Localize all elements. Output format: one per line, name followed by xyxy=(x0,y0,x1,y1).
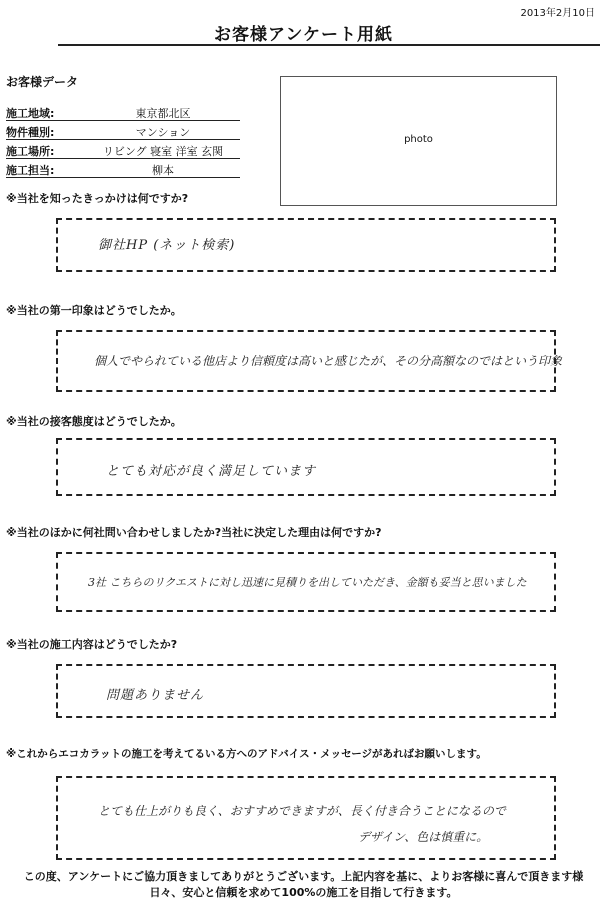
field-staff xyxy=(6,160,240,178)
photo-box xyxy=(280,76,557,206)
answer-box-5 xyxy=(56,664,556,718)
answer-text-2: 個人でやられている他店より信頼度は高いと感じたが、その分高額なのではという印象 xyxy=(94,354,563,368)
field-construction-area xyxy=(6,103,240,121)
answer-text-5: 問題ありません xyxy=(106,688,205,703)
field-value: 柳本 xyxy=(152,164,174,177)
footer-line-2: 日々、安心と信頼を求めて100%の施工を目指して行きます。 xyxy=(149,886,458,899)
answer-box-3 xyxy=(56,438,556,496)
answer-box-6 xyxy=(56,776,556,860)
answer-text-3: とても対応が良く満足しています xyxy=(106,464,317,479)
answer-text-6-line2: デザイン、色は慎重に。 xyxy=(358,830,489,844)
title-underline xyxy=(58,44,600,46)
question-1: ※当社を知ったきっかけは何ですか? xyxy=(6,192,189,205)
field-label: 施工場所: xyxy=(6,145,55,158)
survey-date: 2013年2月10日 xyxy=(520,8,595,19)
customer-data-heading: お客様データ xyxy=(6,75,79,89)
field-label: 物件種別: xyxy=(6,126,55,139)
field-label: 施工担当: xyxy=(6,164,55,177)
field-value: 東京都北区 xyxy=(135,107,191,120)
answer-text-6: とても仕上がりも良く、おすすめできますが、長く付き合うことになるので xyxy=(98,804,506,818)
photo-label: photo xyxy=(404,134,433,145)
answer-box-1 xyxy=(56,218,556,272)
page-title: お客様アンケート用紙 xyxy=(214,25,393,45)
field-label: 施工地域: xyxy=(6,107,55,120)
question-4: ※当社のほかに何社問い合わせしましたか?当社に決定した理由は何ですか? xyxy=(6,526,382,539)
question-3: ※当社の接客態度はどうでしたか。 xyxy=(6,415,182,428)
answer-text-1: 御社HP (ネット検索) xyxy=(98,238,236,253)
answer-box-2 xyxy=(56,330,563,392)
footer-line-1: この度、アンケートにご協力頂きましてありがとうございます。上記内容を基に、よりお客様に喜んで頂きます様 xyxy=(23,870,584,883)
question-6: ※これからエコカラットの施工を考えてるいる方へのアドバイス・メッセージがあればお願いします。 xyxy=(6,748,487,760)
answer-text-4: 3社 こちらのリクエストに対し迅速に見積りを出していただき、金額も妥当と思いました xyxy=(88,576,527,589)
field-construction-place xyxy=(6,141,240,159)
field-value: マンション xyxy=(135,126,191,139)
question-2: ※当社の第一印象はどうでしたか。 xyxy=(6,304,182,317)
field-property-type xyxy=(6,122,240,140)
answer-box-4 xyxy=(56,552,556,612)
field-value: リビング 寝室 洋室 玄関 xyxy=(102,145,224,158)
question-5: ※当社の施工内容はどうでしたか? xyxy=(6,638,178,651)
